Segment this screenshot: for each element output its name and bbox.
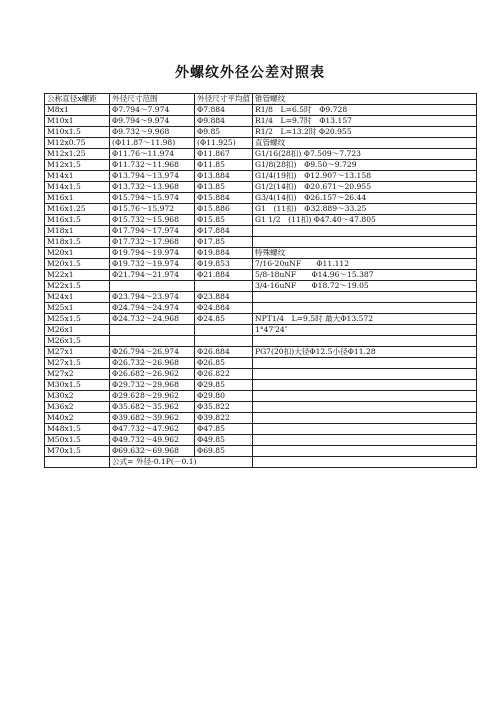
table-cell: Φ35.822 (195, 402, 253, 413)
table-cell: M22x1 (45, 270, 110, 281)
table-cell: Φ15.85 (195, 215, 253, 226)
table-cell: M30x2 (45, 391, 110, 402)
table-cell: Φ19.884 (195, 248, 253, 259)
table-cell: M18x1 (45, 226, 110, 237)
table-cell: M8x1 (45, 105, 110, 116)
table-row (45, 369, 477, 380)
table-cell: M40x2 (45, 413, 110, 424)
table-cell: Φ15.884 (195, 193, 253, 204)
header-cell: 公称直径x螺距 (45, 94, 110, 105)
table-cell: R1/8 L=6.5时 Φ9.728 (253, 105, 477, 116)
table-cell (253, 435, 477, 446)
table-cell (253, 424, 477, 435)
table-cell: M26x1.5 (45, 336, 110, 347)
table-row (45, 314, 477, 325)
table-row (45, 303, 477, 314)
header-cell: 外径尺寸范围 (110, 94, 195, 105)
table-cell (195, 281, 253, 292)
table-cell: Φ35.682～35.962 (110, 402, 195, 413)
table-cell: Φ29.80 (195, 391, 253, 402)
table-cell (253, 292, 477, 303)
table-row (45, 182, 477, 193)
table-cell: Φ7.794～7.974 (110, 105, 195, 116)
table-cell: Φ47.732～47.962 (110, 424, 195, 435)
table-cell: 特殊螺纹 (253, 248, 477, 259)
table-row (45, 171, 477, 182)
formula-cell: 公式= 外径-0.1P(－0.1) (110, 457, 253, 468)
table-cell: Φ17.794～17.974 (110, 226, 195, 237)
table-row (45, 391, 477, 402)
table-row (45, 336, 477, 347)
table-cell: M18x1.5 (45, 237, 110, 248)
table-cell: Φ15.794～15.974 (110, 193, 195, 204)
table-cell: Φ11.732～11.968 (110, 160, 195, 171)
table-cell: Φ24.794～24.974 (110, 303, 195, 314)
table-cell: Φ19.853 (195, 259, 253, 270)
table-cell: M70x1.5 (45, 446, 110, 457)
table-cell: Φ39.682～39.962 (110, 413, 195, 424)
table-cell: Φ13.85 (195, 182, 253, 193)
header-cell: 外径尺寸平均值 (195, 94, 253, 105)
table-cell: 1°47′24″ (253, 325, 477, 336)
table-cell: M27x1 (45, 347, 110, 358)
table-cell: Φ49.85 (195, 435, 253, 446)
table-cell: Φ15.76～15.972 (110, 204, 195, 215)
table-cell: Φ17.884 (195, 226, 253, 237)
table-cell: Φ69.632～69.968 (110, 446, 195, 457)
table-cell: PG7(20扣)大径Φ12.5小径Φ11.28 (253, 347, 477, 358)
table-cell: Φ29.732～29.968 (110, 380, 195, 391)
table-cell: M36x2 (45, 402, 110, 413)
table-cell: M27x1.5 (45, 358, 110, 369)
table-cell (195, 336, 253, 347)
table-row (45, 281, 477, 292)
table-cell: NPT1/4 L=9.5时 最大Φ13.572 (253, 314, 477, 325)
table-cell (110, 281, 195, 292)
header-cell: 锥管螺纹 (253, 94, 477, 105)
table-cell: 7/16-20uNF Φ11.112 (253, 259, 477, 270)
table-cell: Φ24.884 (195, 303, 253, 314)
table-row (45, 237, 477, 248)
table-cell: M14x1.5 (45, 182, 110, 193)
table-cell: Φ49.732～49.962 (110, 435, 195, 446)
table-cell: Φ19.794～19.974 (110, 248, 195, 259)
table-cell: Φ13.794～13.974 (110, 171, 195, 182)
table-cell (253, 380, 477, 391)
table-cell: Φ17.85 (195, 237, 253, 248)
table-cell: Φ26.884 (195, 347, 253, 358)
table-cell: G1/8(28扣) Φ9.50～9.729 (253, 160, 477, 171)
table-cell (253, 457, 477, 468)
table-cell (253, 369, 477, 380)
table-cell (253, 226, 477, 237)
table-cell: Φ11.85 (195, 160, 253, 171)
table-cell: Φ26.732～26.968 (110, 358, 195, 369)
table-cell: Φ21.794～21.974 (110, 270, 195, 281)
table-row (45, 292, 477, 303)
table-cell: Φ47.85 (195, 424, 253, 435)
table-row (45, 347, 477, 358)
table-row (45, 259, 477, 270)
table-cell: Φ9.85 (195, 127, 253, 138)
table-cell: Φ17.732～17.968 (110, 237, 195, 248)
table-cell: M48x1.5 (45, 424, 110, 435)
table-row (45, 413, 477, 424)
table-row (45, 446, 477, 457)
table-cell: M50x1.5 (45, 435, 110, 446)
table-cell: M30x1.5 (45, 380, 110, 391)
table-cell: Φ9.794～9.974 (110, 116, 195, 127)
table-cell: Φ11.867 (195, 149, 253, 160)
table-row (45, 270, 477, 281)
table-cell: G1/2(14扣) Φ20.671～20.955 (253, 182, 477, 193)
table-cell: Φ23.794～23.974 (110, 292, 195, 303)
table-cell: G1 (11扣) Φ32.889～33.25 (253, 204, 477, 215)
table-cell: Φ29.85 (195, 380, 253, 391)
table-cell: Φ26.85 (195, 358, 253, 369)
table-cell: M12x0.75 (45, 138, 110, 149)
table-cell: (Φ11.925) (195, 138, 253, 149)
table-row (45, 424, 477, 435)
table-cell: M25x1 (45, 303, 110, 314)
table-cell: Φ24.85 (195, 314, 253, 325)
table-cell: R1/2 L=13.2时 Φ20.955 (253, 127, 477, 138)
table-cell: M16x1 (45, 193, 110, 204)
page-title: 外螺纹外径公差对照表 (175, 65, 325, 81)
table-cell (253, 336, 477, 347)
table-row (45, 325, 477, 336)
tolerance-table (44, 93, 477, 468)
table-cell: G1 1/2 (11扣) Φ47.40～47.805 (253, 215, 477, 226)
table-cell: G1/16(28扣) Φ7.509～7.723 (253, 149, 477, 160)
table-cell (253, 358, 477, 369)
table-cell: 5/8-18uNF Φ14.96～15.387 (253, 270, 477, 281)
table-cell: Φ9.732～9.968 (110, 127, 195, 138)
table-cell: M24x1 (45, 292, 110, 303)
table-cell: M16x1.25 (45, 204, 110, 215)
table-row (45, 435, 477, 446)
table-cell: M10x1 (45, 116, 110, 127)
table-cell: Φ11.76～11.974 (110, 149, 195, 160)
table-cell: Φ26.682～26.962 (110, 369, 195, 380)
header-row (45, 94, 477, 105)
table-cell: Φ23.884 (195, 292, 253, 303)
table-row (45, 105, 477, 116)
table-row (45, 402, 477, 413)
table-cell: Φ15.732～15.968 (110, 215, 195, 226)
table-cell (253, 413, 477, 424)
table-cell (195, 325, 253, 336)
table-cell: Φ39.822 (195, 413, 253, 424)
table-cell: 直管螺纹 (253, 138, 477, 149)
table-cell: M10x1.5 (45, 127, 110, 138)
table-cell: M16x1.5 (45, 215, 110, 226)
table-cell: M22x1.5 (45, 281, 110, 292)
table-row (45, 215, 477, 226)
table-cell (45, 457, 110, 468)
table-cell: M27x2 (45, 369, 110, 380)
table-cell: Φ24.732～24.968 (110, 314, 195, 325)
table-cell: Φ26.822 (195, 369, 253, 380)
table-cell: M12x1.25 (45, 149, 110, 160)
table-cell: Φ9.884 (195, 116, 253, 127)
table-row (45, 248, 477, 259)
table-cell (253, 446, 477, 457)
table-cell: (Φ11.87～11.98) (110, 138, 195, 149)
table-row (45, 358, 477, 369)
table-cell: Φ15.886 (195, 204, 253, 215)
table-cell (253, 237, 477, 248)
table-row (45, 138, 477, 149)
table-row (45, 160, 477, 171)
table-cell: R1/4 L=9.7时 Φ13.157 (253, 116, 477, 127)
table-row (45, 116, 477, 127)
table-row (45, 380, 477, 391)
table-cell: G1/4(19扣) Φ12.907～13.158 (253, 171, 477, 182)
table-cell: Φ7.884 (195, 105, 253, 116)
table-cell: Φ26.794～26.974 (110, 347, 195, 358)
table-row (45, 226, 477, 237)
table-cell: Φ19.732～19.974 (110, 259, 195, 270)
table-cell: 3/4-16uNF Φ18.72～19.05 (253, 281, 477, 292)
table-cell (253, 391, 477, 402)
table-row (45, 149, 477, 160)
table-cell: M20x1 (45, 248, 110, 259)
table-row (45, 193, 477, 204)
table-cell: M20x1.5 (45, 259, 110, 270)
table-cell: Φ29.628～29.962 (110, 391, 195, 402)
table-cell: Φ13.884 (195, 171, 253, 182)
formula-row (45, 457, 477, 468)
table-row (45, 204, 477, 215)
table-row (45, 127, 477, 138)
table-cell (110, 325, 195, 336)
table-cell: Φ13.732～13.968 (110, 182, 195, 193)
table-cell: M14x1 (45, 171, 110, 182)
table-cell: M25x1.5 (45, 314, 110, 325)
table-cell: M26x1 (45, 325, 110, 336)
table-cell: Φ21.884 (195, 270, 253, 281)
table-cell (253, 303, 477, 314)
table-cell: M12x1.5 (45, 160, 110, 171)
table-cell: G3/4(14扣) Φ26.157～26.44 (253, 193, 477, 204)
table-cell: Φ69.85 (195, 446, 253, 457)
table-cell (110, 336, 195, 347)
table-cell (253, 402, 477, 413)
